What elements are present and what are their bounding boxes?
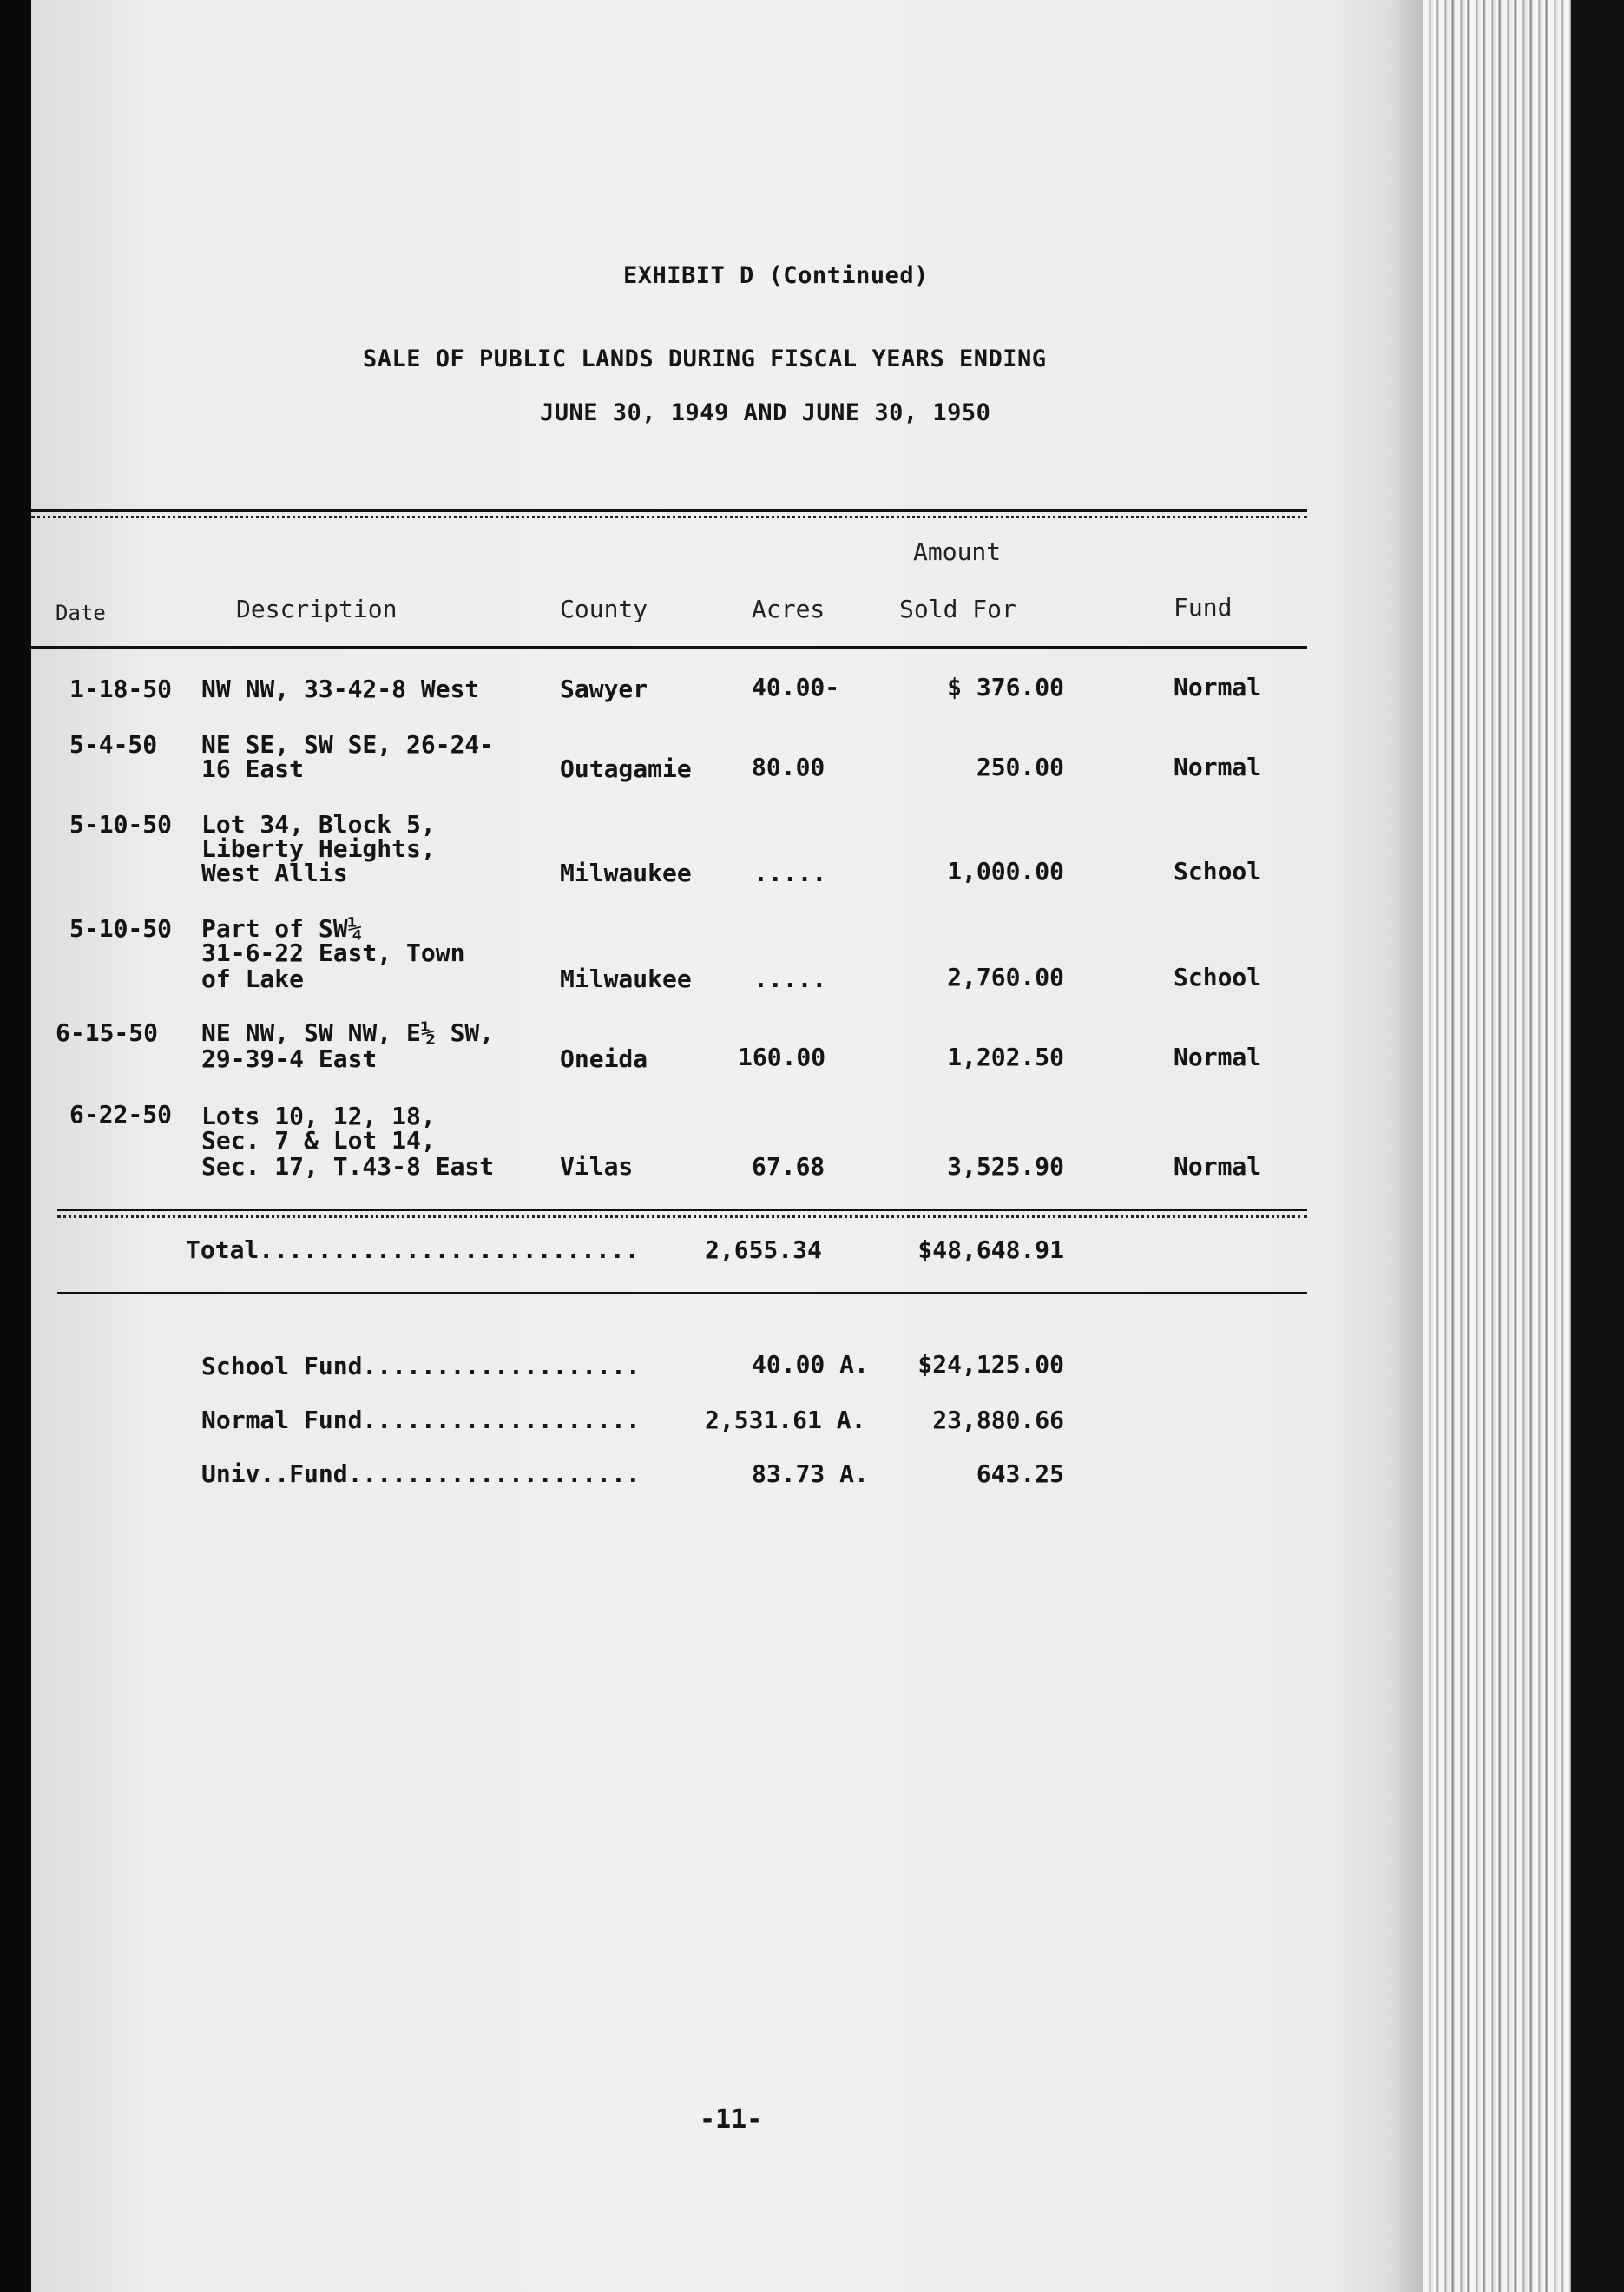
row-6-sold-for: 3,525.90 bbox=[947, 1152, 1064, 1181]
row-3-description-line-1: Lot 34, Block 5, bbox=[201, 810, 436, 839]
row-5-fund: Normal bbox=[1174, 1043, 1262, 1071]
table-top-dotted-rule bbox=[31, 516, 1307, 518]
header-bottom-rule bbox=[31, 646, 1307, 649]
row-2-description-line-1: NE SE, SW SE, 26-24- bbox=[201, 730, 495, 759]
row-5-date: 6-15-50 bbox=[56, 1018, 159, 1047]
school-fund-acres: 40.00 A. bbox=[752, 1350, 869, 1379]
row-5-acres: 160.00 bbox=[738, 1043, 826, 1071]
subtitle-line-2: JUNE 30, 1949 AND JUNE 30, 1950 bbox=[540, 399, 991, 426]
table-top-rule bbox=[31, 509, 1307, 512]
normal-fund-amount: 23,880.66 bbox=[932, 1406, 1064, 1434]
row-2-fund: Normal bbox=[1174, 753, 1262, 781]
header-description: Description bbox=[236, 595, 398, 623]
row-5-description-line-1: NE NW, SW NW, E½ SW, bbox=[201, 1018, 495, 1047]
row-3-sold-for: 1,000.00 bbox=[947, 857, 1064, 886]
row-4-fund: School bbox=[1174, 963, 1262, 991]
row-6-description-line-1: Lots 10, 12, 18, bbox=[201, 1102, 436, 1130]
row-1-sold-for: $ 376.00 bbox=[947, 673, 1064, 701]
exhibit-title: EXHIBIT D (Continued) bbox=[623, 262, 929, 289]
header-date: Date bbox=[56, 601, 106, 625]
subtitle-line-1: SALE OF PUBLIC LANDS DURING FISCAL YEARS ENDING bbox=[363, 346, 1047, 372]
normal-fund-acres: 2,531.61 A. bbox=[705, 1406, 866, 1434]
row-3-description-line-2: Liberty Heights, bbox=[201, 834, 436, 863]
row-6-description-line-2: Sec. 7 & Lot 14, bbox=[201, 1126, 436, 1155]
row-3-acres: ..... bbox=[753, 859, 827, 887]
row-4-description-line-1: Part of SW¼ bbox=[201, 914, 363, 943]
row-6-fund: Normal bbox=[1174, 1152, 1262, 1181]
univ-fund-amount: 643.25 bbox=[976, 1459, 1064, 1488]
row-2-county: Outagamie bbox=[560, 754, 692, 783]
row-6-description-line-3: Sec. 17, T.43-8 East bbox=[201, 1152, 495, 1181]
header-acres: Acres bbox=[752, 595, 825, 623]
school-fund-amount: $24,125.00 bbox=[917, 1350, 1064, 1379]
row-4-county: Milwaukee bbox=[560, 965, 692, 993]
row-3-description-line-3: West Allis bbox=[201, 859, 348, 887]
total-acres: 2,655.34 bbox=[705, 1235, 822, 1264]
row-3-county: Milwaukee bbox=[560, 859, 692, 887]
header-amount: Amount bbox=[913, 537, 1002, 566]
row-1-date: 1-18-50 bbox=[69, 675, 173, 703]
row-4-date: 5-10-50 bbox=[69, 914, 173, 943]
row-2-date: 5-4-50 bbox=[69, 730, 158, 759]
row-4-description-line-2: 31-6-22 East, Town bbox=[201, 939, 465, 967]
page-number: -11- bbox=[700, 2104, 763, 2135]
total-label: Total.......................... bbox=[186, 1235, 640, 1264]
total-top-rule bbox=[57, 1209, 1307, 1211]
binding-edge bbox=[1571, 0, 1624, 2292]
row-6-county: Vilas bbox=[560, 1152, 634, 1181]
row-3-date: 5-10-50 bbox=[69, 810, 173, 839]
row-4-description-line-3: of Lake bbox=[201, 965, 305, 993]
univ-fund-acres: 83.73 A. bbox=[752, 1459, 869, 1488]
univ-fund-label: Univ..Fund.................... bbox=[201, 1459, 641, 1488]
row-2-acres: 80.00 bbox=[752, 753, 825, 781]
total-bottom-rule bbox=[57, 1292, 1307, 1294]
total-top-dotted-rule bbox=[57, 1215, 1307, 1218]
row-1-acres: 40.00- bbox=[752, 673, 840, 701]
row-1-fund: Normal bbox=[1174, 673, 1262, 701]
row-1-description-line-1: NW NW, 33-42-8 West bbox=[201, 675, 480, 703]
header-sold-for: Sold For bbox=[899, 595, 1016, 623]
row-4-sold-for: 2,760.00 bbox=[947, 963, 1064, 991]
row-5-sold-for: 1,202.50 bbox=[947, 1043, 1064, 1071]
header-fund: Fund bbox=[1174, 593, 1233, 622]
row-1-county: Sawyer bbox=[560, 675, 648, 703]
row-4-acres: ..... bbox=[753, 965, 827, 993]
row-2-description-line-2: 16 East bbox=[201, 754, 305, 783]
row-6-date: 6-22-50 bbox=[69, 1100, 173, 1129]
row-3-fund: School bbox=[1174, 857, 1262, 886]
normal-fund-label: Normal Fund................... bbox=[201, 1406, 641, 1434]
stacked-page-edges bbox=[1423, 0, 1571, 2292]
header-county: County bbox=[560, 595, 648, 623]
row-5-county: Oneida bbox=[560, 1044, 648, 1073]
row-5-description-line-2: 29-39-4 East bbox=[201, 1044, 378, 1073]
school-fund-label: School Fund................... bbox=[201, 1352, 641, 1380]
row-6-acres: 67.68 bbox=[752, 1152, 825, 1181]
total-sold-for: $48,648.91 bbox=[917, 1235, 1064, 1264]
row-2-sold-for: 250.00 bbox=[976, 753, 1064, 781]
